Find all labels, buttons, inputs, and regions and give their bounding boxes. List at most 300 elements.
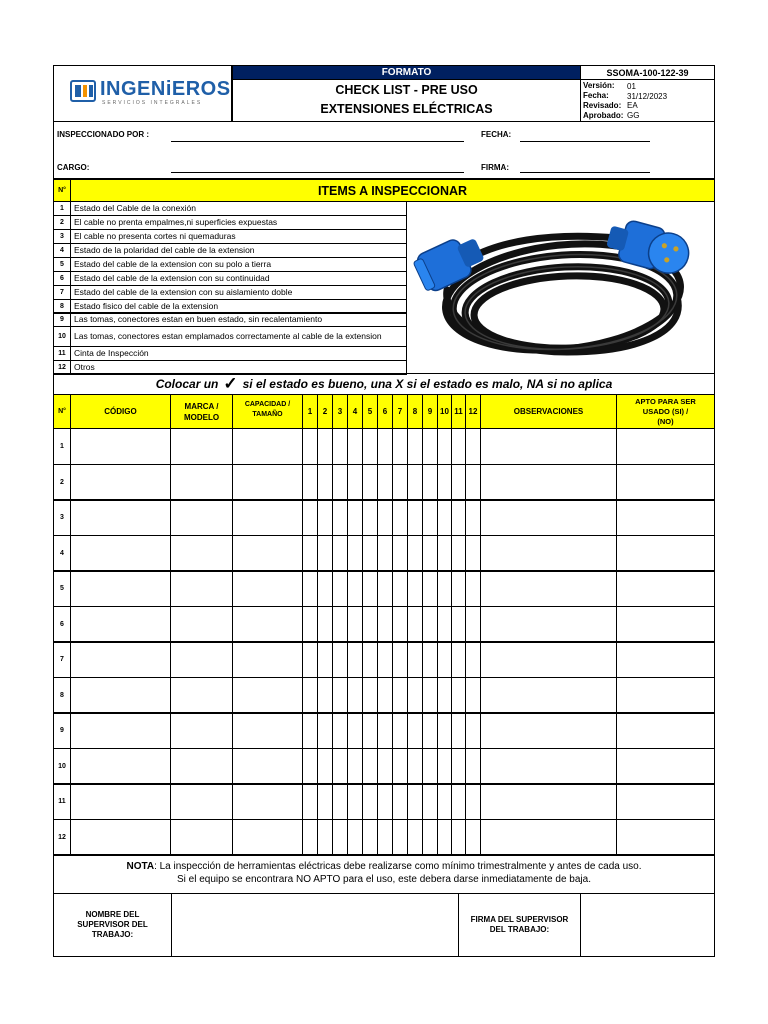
col-header-item: 1 bbox=[302, 394, 318, 429]
item-check-cell[interactable] bbox=[465, 677, 481, 714]
codigo-cell[interactable] bbox=[70, 464, 171, 501]
item-check-cell[interactable] bbox=[422, 535, 438, 572]
observaciones-cell[interactable] bbox=[480, 819, 617, 856]
item-check-cell[interactable] bbox=[302, 464, 318, 501]
item-check-cell[interactable] bbox=[407, 783, 423, 820]
cargo-label: CARGO: bbox=[57, 163, 90, 172]
item-text: Cinta de Inspección bbox=[70, 346, 407, 361]
nota-line-1 bbox=[54, 861, 714, 872]
item-check-cell[interactable] bbox=[377, 499, 393, 536]
item-check-cell[interactable] bbox=[347, 606, 363, 643]
nota-text-2: Si el equipo se encontrara NO APTO para el uso, este debera darse inmediatamente de baja. bbox=[177, 874, 591, 885]
item-check-cell[interactable] bbox=[422, 464, 438, 501]
item-check-cell[interactable] bbox=[437, 712, 452, 749]
capacidad-cell[interactable] bbox=[232, 464, 303, 501]
item-check-cell[interactable] bbox=[347, 499, 363, 536]
item-check-cell[interactable] bbox=[332, 464, 348, 501]
item-text: El cable no presenta cortes ni quemaduras bbox=[70, 229, 407, 244]
codigo-cell[interactable] bbox=[70, 606, 171, 643]
marca-cell[interactable] bbox=[170, 428, 233, 465]
item-check-cell[interactable] bbox=[302, 677, 318, 714]
aprobado-value: GG bbox=[627, 111, 640, 120]
item-text: El cable no prenta empalmes,ni superficies expuestas bbox=[70, 215, 407, 230]
item-check-cell[interactable] bbox=[377, 570, 393, 607]
item-check-cell[interactable] bbox=[317, 783, 333, 820]
col-header-apto: APTO PARA SER USADO (SI) / (NO) bbox=[616, 394, 715, 429]
item-check-cell[interactable] bbox=[302, 783, 318, 820]
table-row-number: 6 bbox=[53, 606, 71, 643]
item-check-cell[interactable] bbox=[332, 712, 348, 749]
item-check-cell[interactable] bbox=[437, 606, 452, 643]
items-title: ITEMS A INSPECCIONAR bbox=[70, 179, 715, 202]
item-check-cell[interactable] bbox=[392, 464, 408, 501]
instruction-after: si el estado es bueno, una X si el estado es malo, NA si no aplica bbox=[242, 377, 613, 391]
table-row-number: 3 bbox=[53, 499, 71, 536]
item-check-cell[interactable] bbox=[422, 748, 438, 785]
observaciones-cell[interactable] bbox=[480, 535, 617, 572]
col-header-item: 2 bbox=[317, 394, 333, 429]
capacidad-cell[interactable] bbox=[232, 428, 303, 465]
item-check-cell[interactable] bbox=[377, 783, 393, 820]
item-check-cell[interactable] bbox=[362, 712, 378, 749]
table-row-number: 11 bbox=[53, 783, 71, 820]
apto-cell[interactable] bbox=[616, 641, 715, 678]
item-check-cell[interactable] bbox=[377, 748, 393, 785]
form-fields bbox=[53, 121, 715, 179]
col-header-n: N° bbox=[53, 394, 71, 429]
item-check-cell[interactable] bbox=[332, 641, 348, 678]
item-check-cell[interactable] bbox=[377, 464, 393, 501]
capacidad-cell[interactable] bbox=[232, 748, 303, 785]
item-check-cell[interactable] bbox=[407, 748, 423, 785]
supervisor-name-field[interactable] bbox=[171, 893, 459, 957]
codigo-cell[interactable] bbox=[70, 535, 171, 572]
col-header-codigo: CÓDIGO bbox=[70, 394, 171, 429]
check-mark-icon: ✓ bbox=[223, 374, 238, 393]
col-header-item: 3 bbox=[332, 394, 348, 429]
item-check-cell[interactable] bbox=[347, 464, 363, 501]
table-row-number: 9 bbox=[53, 712, 71, 749]
revisado-label: Revisado: bbox=[583, 101, 622, 110]
col-header-item: 6 bbox=[377, 394, 393, 429]
item-check-cell[interactable] bbox=[362, 606, 378, 643]
apto-cell[interactable] bbox=[616, 748, 715, 785]
item-text: Estado del cable de la extension con su continuidad bbox=[70, 271, 407, 286]
item-check-cell[interactable] bbox=[347, 641, 363, 678]
item-check-cell[interactable] bbox=[392, 535, 408, 572]
item-check-cell[interactable] bbox=[362, 428, 378, 465]
item-check-cell[interactable] bbox=[422, 428, 438, 465]
item-check-cell[interactable] bbox=[437, 677, 452, 714]
apto-cell[interactable] bbox=[616, 712, 715, 749]
item-check-cell[interactable] bbox=[317, 535, 333, 572]
col-header-item: 5 bbox=[362, 394, 378, 429]
apto-cell[interactable] bbox=[616, 428, 715, 465]
item-text: Estado del cable de la extension con su polo a tierra bbox=[70, 257, 407, 272]
marca-cell[interactable] bbox=[170, 748, 233, 785]
apto-cell[interactable] bbox=[616, 606, 715, 643]
apto-cell[interactable] bbox=[616, 535, 715, 572]
fecha-field-label: FECHA: bbox=[481, 130, 512, 139]
fecha-value: 31/12/2023 bbox=[627, 92, 668, 101]
item-check-cell[interactable] bbox=[377, 819, 393, 856]
codigo-cell[interactable] bbox=[70, 712, 171, 749]
col-header-observaciones: OBSERVACIONES bbox=[480, 394, 617, 429]
item-check-cell[interactable] bbox=[377, 606, 393, 643]
item-check-cell[interactable] bbox=[465, 606, 481, 643]
item-check-cell[interactable] bbox=[302, 499, 318, 536]
item-check-cell[interactable] bbox=[437, 570, 452, 607]
item-check-cell[interactable] bbox=[422, 570, 438, 607]
col-header-item: 8 bbox=[407, 394, 423, 429]
item-text: Estado de la polaridad del cable de la extension bbox=[70, 243, 407, 258]
item-number: 11 bbox=[53, 346, 71, 361]
codigo-cell[interactable] bbox=[70, 570, 171, 607]
item-check-cell[interactable] bbox=[465, 819, 481, 856]
apto-cell[interactable] bbox=[616, 570, 715, 607]
col-header-item: 11 bbox=[451, 394, 466, 429]
item-check-cell[interactable] bbox=[317, 748, 333, 785]
nota-text-1: : La inspección de herramientas eléctricas debe realizarse como mínimo trimestralmente y antes de cada uso. bbox=[154, 861, 642, 872]
item-number: 3 bbox=[53, 229, 71, 244]
item-check-cell[interactable] bbox=[407, 499, 423, 536]
logo-cell bbox=[53, 65, 232, 122]
item-check-cell[interactable] bbox=[362, 499, 378, 536]
item-text: Otros bbox=[70, 360, 407, 375]
codigo-cell[interactable] bbox=[70, 748, 171, 785]
apto-cell[interactable] bbox=[616, 783, 715, 820]
supervisor-name-label: NOMBRE DEL SUPERVISOR DEL TRABAJO: bbox=[53, 893, 172, 957]
item-check-cell[interactable] bbox=[465, 428, 481, 465]
item-text: Estado fisico del cable de la extension bbox=[70, 299, 407, 314]
item-check-cell[interactable] bbox=[377, 641, 393, 678]
codigo-cell[interactable] bbox=[70, 641, 171, 678]
company-subtitle: SERVICIOS INTEGRALES bbox=[102, 100, 203, 106]
item-check-cell[interactable] bbox=[407, 712, 423, 749]
item-number: 1 bbox=[53, 201, 71, 216]
item-check-cell[interactable] bbox=[465, 748, 481, 785]
item-check-cell[interactable] bbox=[407, 428, 423, 465]
title-cell bbox=[232, 79, 581, 122]
item-check-cell[interactable] bbox=[317, 464, 333, 501]
item-text: Estado del cable de la extension con su aislamiento doble bbox=[70, 285, 407, 300]
item-check-cell[interactable] bbox=[422, 677, 438, 714]
apto-cell[interactable] bbox=[616, 819, 715, 856]
table-row-number: 4 bbox=[53, 535, 71, 572]
item-check-cell[interactable] bbox=[465, 641, 481, 678]
item-check-cell[interactable] bbox=[392, 712, 408, 749]
item-check-cell[interactable] bbox=[332, 819, 348, 856]
version-value: 01 bbox=[627, 82, 636, 91]
item-check-cell[interactable] bbox=[317, 606, 333, 643]
item-check-cell[interactable] bbox=[451, 606, 466, 643]
table-row-number: 12 bbox=[53, 819, 71, 856]
item-check-cell[interactable] bbox=[437, 464, 452, 501]
marca-cell[interactable] bbox=[170, 783, 233, 820]
col-header-marca: MARCA / MODELO bbox=[170, 394, 233, 429]
capacidad-cell[interactable] bbox=[232, 570, 303, 607]
marca-cell[interactable] bbox=[170, 641, 233, 678]
item-check-cell[interactable] bbox=[392, 677, 408, 714]
item-check-cell[interactable] bbox=[451, 819, 466, 856]
item-check-cell[interactable] bbox=[317, 712, 333, 749]
item-check-cell[interactable] bbox=[407, 677, 423, 714]
doc-meta bbox=[580, 79, 715, 122]
item-check-cell[interactable] bbox=[362, 783, 378, 820]
item-check-cell[interactable] bbox=[302, 535, 318, 572]
item-check-cell[interactable] bbox=[465, 535, 481, 572]
marca-cell[interactable] bbox=[170, 677, 233, 714]
nota-label: NOTA bbox=[126, 861, 155, 872]
item-check-cell[interactable] bbox=[451, 677, 466, 714]
item-number: 12 bbox=[53, 360, 71, 375]
item-number: 4 bbox=[53, 243, 71, 258]
item-check-cell[interactable] bbox=[347, 535, 363, 572]
instruction-before: Colocar un bbox=[155, 377, 219, 391]
item-check-cell[interactable] bbox=[437, 535, 452, 572]
item-check-cell[interactable] bbox=[407, 641, 423, 678]
item-check-cell[interactable] bbox=[392, 499, 408, 536]
item-number: 2 bbox=[53, 215, 71, 230]
capacidad-cell[interactable] bbox=[232, 819, 303, 856]
item-check-cell[interactable] bbox=[302, 819, 318, 856]
item-check-cell[interactable] bbox=[347, 783, 363, 820]
observaciones-cell[interactable] bbox=[480, 499, 617, 536]
item-check-cell[interactable] bbox=[392, 641, 408, 678]
inspeccionado-label: INSPECCIONADO POR : bbox=[57, 130, 150, 139]
doc-code: SSOMA-100-122-39 bbox=[580, 65, 715, 80]
item-check-cell[interactable] bbox=[422, 819, 438, 856]
supervisor-sign-label: FIRMA DEL SUPERVISOR DEL TRABAJO: bbox=[458, 893, 581, 957]
item-check-cell[interactable] bbox=[392, 819, 408, 856]
observaciones-cell[interactable] bbox=[480, 641, 617, 678]
item-check-cell[interactable] bbox=[362, 641, 378, 678]
fecha-label: Fecha: bbox=[583, 91, 609, 100]
item-check-cell[interactable] bbox=[422, 641, 438, 678]
item-check-cell[interactable] bbox=[302, 712, 318, 749]
item-check-cell[interactable] bbox=[407, 535, 423, 572]
item-check-cell[interactable] bbox=[407, 570, 423, 607]
item-check-cell[interactable] bbox=[302, 428, 318, 465]
doc-title-1: CHECK LIST - PRE USO bbox=[335, 83, 478, 97]
observaciones-cell[interactable] bbox=[480, 748, 617, 785]
observaciones-cell[interactable] bbox=[480, 428, 617, 465]
item-check-cell[interactable] bbox=[347, 570, 363, 607]
item-check-cell[interactable] bbox=[317, 641, 333, 678]
nota-box bbox=[53, 854, 715, 894]
item-check-cell[interactable] bbox=[332, 570, 348, 607]
codigo-cell[interactable] bbox=[70, 499, 171, 536]
formato-banner: FORMATO bbox=[232, 65, 581, 80]
item-check-cell[interactable] bbox=[362, 677, 378, 714]
item-number: 5 bbox=[53, 257, 71, 272]
item-check-cell[interactable] bbox=[437, 428, 452, 465]
codigo-cell[interactable] bbox=[70, 819, 171, 856]
capacidad-cell[interactable] bbox=[232, 783, 303, 820]
item-check-cell[interactable] bbox=[451, 783, 466, 820]
table-row-number: 1 bbox=[53, 428, 71, 465]
item-check-cell[interactable] bbox=[422, 606, 438, 643]
company-logo-icon bbox=[70, 80, 96, 102]
item-check-cell[interactable] bbox=[451, 641, 466, 678]
item-check-cell[interactable] bbox=[332, 535, 348, 572]
col-header-item: 9 bbox=[422, 394, 438, 429]
items-n-header: N° bbox=[53, 179, 71, 202]
item-check-cell[interactable] bbox=[362, 535, 378, 572]
item-check-cell[interactable] bbox=[451, 499, 466, 536]
capacidad-cell[interactable] bbox=[232, 677, 303, 714]
item-check-cell[interactable] bbox=[347, 819, 363, 856]
item-check-cell[interactable] bbox=[347, 677, 363, 714]
doc-title-2: EXTENSIONES ELÉCTRICAS bbox=[320, 102, 493, 116]
item-check-cell[interactable] bbox=[407, 464, 423, 501]
item-check-cell[interactable] bbox=[362, 570, 378, 607]
observaciones-cell[interactable] bbox=[480, 570, 617, 607]
table-row-number: 2 bbox=[53, 464, 71, 501]
marca-cell[interactable] bbox=[170, 712, 233, 749]
item-text: Las tomas, conectores estan en buen estado, sin recalentamiento bbox=[70, 312, 407, 327]
item-check-cell[interactable] bbox=[377, 535, 393, 572]
cargo-input[interactable] bbox=[171, 172, 464, 173]
item-text: Las tomas, conectores estan emplamados correctamente al cable de la extension bbox=[70, 326, 407, 347]
item-check-cell[interactable] bbox=[377, 428, 393, 465]
item-check-cell[interactable] bbox=[317, 428, 333, 465]
item-check-cell[interactable] bbox=[422, 783, 438, 820]
table-row-number: 5 bbox=[53, 570, 71, 607]
item-check-cell[interactable] bbox=[422, 499, 438, 536]
item-check-cell[interactable] bbox=[437, 783, 452, 820]
observaciones-cell[interactable] bbox=[480, 677, 617, 714]
instruction-row bbox=[53, 373, 715, 395]
item-check-cell[interactable] bbox=[317, 570, 333, 607]
item-check-cell[interactable] bbox=[465, 499, 481, 536]
item-check-cell[interactable] bbox=[362, 748, 378, 785]
item-check-cell[interactable] bbox=[392, 748, 408, 785]
capacidad-cell[interactable] bbox=[232, 712, 303, 749]
version-label: Versión: bbox=[583, 81, 615, 90]
item-number: 7 bbox=[53, 285, 71, 300]
item-check-cell[interactable] bbox=[451, 748, 466, 785]
marca-cell[interactable] bbox=[170, 535, 233, 572]
item-check-cell[interactable] bbox=[302, 641, 318, 678]
item-number: 8 bbox=[53, 299, 71, 314]
company-name: INGENiEROS bbox=[100, 78, 231, 100]
capacidad-cell[interactable] bbox=[232, 606, 303, 643]
capacidad-cell[interactable] bbox=[232, 641, 303, 678]
observaciones-cell[interactable] bbox=[480, 606, 617, 643]
item-check-cell[interactable] bbox=[451, 570, 466, 607]
item-check-cell[interactable] bbox=[392, 606, 408, 643]
item-check-cell[interactable] bbox=[451, 428, 466, 465]
col-header-item: 4 bbox=[347, 394, 363, 429]
item-check-cell[interactable] bbox=[347, 712, 363, 749]
table-row-number: 7 bbox=[53, 641, 71, 678]
item-check-cell[interactable] bbox=[407, 819, 423, 856]
item-check-cell[interactable] bbox=[332, 428, 348, 465]
marca-cell[interactable] bbox=[170, 464, 233, 501]
extension-cable-image bbox=[406, 201, 715, 374]
item-check-cell[interactable] bbox=[392, 783, 408, 820]
inspeccionado-input[interactable] bbox=[171, 141, 464, 142]
item-check-cell[interactable] bbox=[451, 464, 466, 501]
observaciones-cell[interactable] bbox=[480, 783, 617, 820]
item-number: 10 bbox=[53, 326, 71, 347]
codigo-cell[interactable] bbox=[70, 677, 171, 714]
item-check-cell[interactable] bbox=[347, 748, 363, 785]
item-number: 6 bbox=[53, 271, 71, 286]
firma-label: FIRMA: bbox=[481, 163, 509, 172]
item-check-cell[interactable] bbox=[332, 783, 348, 820]
item-check-cell[interactable] bbox=[317, 819, 333, 856]
item-number: 9 bbox=[53, 312, 71, 327]
col-header-capacidad: CAPACIDAD / TAMAÑO bbox=[232, 394, 303, 429]
marca-cell[interactable] bbox=[170, 819, 233, 856]
apto-cell[interactable] bbox=[616, 464, 715, 501]
aprobado-label: Aprobado: bbox=[583, 111, 624, 120]
item-check-cell[interactable] bbox=[332, 677, 348, 714]
item-check-cell[interactable] bbox=[377, 677, 393, 714]
item-check-cell[interactable] bbox=[465, 570, 481, 607]
col-header-item: 7 bbox=[392, 394, 408, 429]
col-header-item: 10 bbox=[437, 394, 452, 429]
item-check-cell[interactable] bbox=[437, 819, 452, 856]
firma-input[interactable] bbox=[520, 172, 650, 173]
item-check-cell[interactable] bbox=[451, 535, 466, 572]
col-header-item: 12 bbox=[465, 394, 481, 429]
capacidad-cell[interactable] bbox=[232, 499, 303, 536]
item-check-cell[interactable] bbox=[302, 748, 318, 785]
item-check-cell[interactable] bbox=[392, 570, 408, 607]
marca-cell[interactable] bbox=[170, 570, 233, 607]
table-row-number: 10 bbox=[53, 748, 71, 785]
fecha-input[interactable] bbox=[520, 141, 650, 142]
supervisor-sign-field[interactable] bbox=[580, 893, 715, 957]
item-check-cell[interactable] bbox=[362, 464, 378, 501]
apto-cell[interactable] bbox=[616, 677, 715, 714]
item-check-cell[interactable] bbox=[437, 641, 452, 678]
item-check-cell[interactable] bbox=[332, 499, 348, 536]
item-check-cell[interactable] bbox=[302, 570, 318, 607]
item-check-cell[interactable] bbox=[362, 819, 378, 856]
item-check-cell[interactable] bbox=[437, 499, 452, 536]
observaciones-cell[interactable] bbox=[480, 464, 617, 501]
revisado-value: EA bbox=[627, 101, 638, 110]
item-check-cell[interactable] bbox=[422, 712, 438, 749]
marca-cell[interactable] bbox=[170, 606, 233, 643]
item-check-cell[interactable] bbox=[347, 428, 363, 465]
item-check-cell[interactable] bbox=[332, 606, 348, 643]
item-check-cell[interactable] bbox=[317, 499, 333, 536]
item-check-cell[interactable] bbox=[407, 606, 423, 643]
item-check-cell[interactable] bbox=[437, 748, 452, 785]
item-check-cell[interactable] bbox=[465, 464, 481, 501]
capacidad-cell[interactable] bbox=[232, 535, 303, 572]
marca-cell[interactable] bbox=[170, 499, 233, 536]
item-check-cell[interactable] bbox=[392, 428, 408, 465]
item-check-cell[interactable] bbox=[465, 783, 481, 820]
item-check-cell[interactable] bbox=[451, 712, 466, 749]
item-check-cell[interactable] bbox=[317, 677, 333, 714]
item-check-cell[interactable] bbox=[377, 712, 393, 749]
apto-cell[interactable] bbox=[616, 499, 715, 536]
item-check-cell[interactable] bbox=[465, 712, 481, 749]
item-check-cell[interactable] bbox=[332, 748, 348, 785]
codigo-cell[interactable] bbox=[70, 783, 171, 820]
item-check-cell[interactable] bbox=[302, 606, 318, 643]
codigo-cell[interactable] bbox=[70, 428, 171, 465]
item-text: Estado del Cable de la conexión bbox=[70, 201, 407, 216]
observaciones-cell[interactable] bbox=[480, 712, 617, 749]
